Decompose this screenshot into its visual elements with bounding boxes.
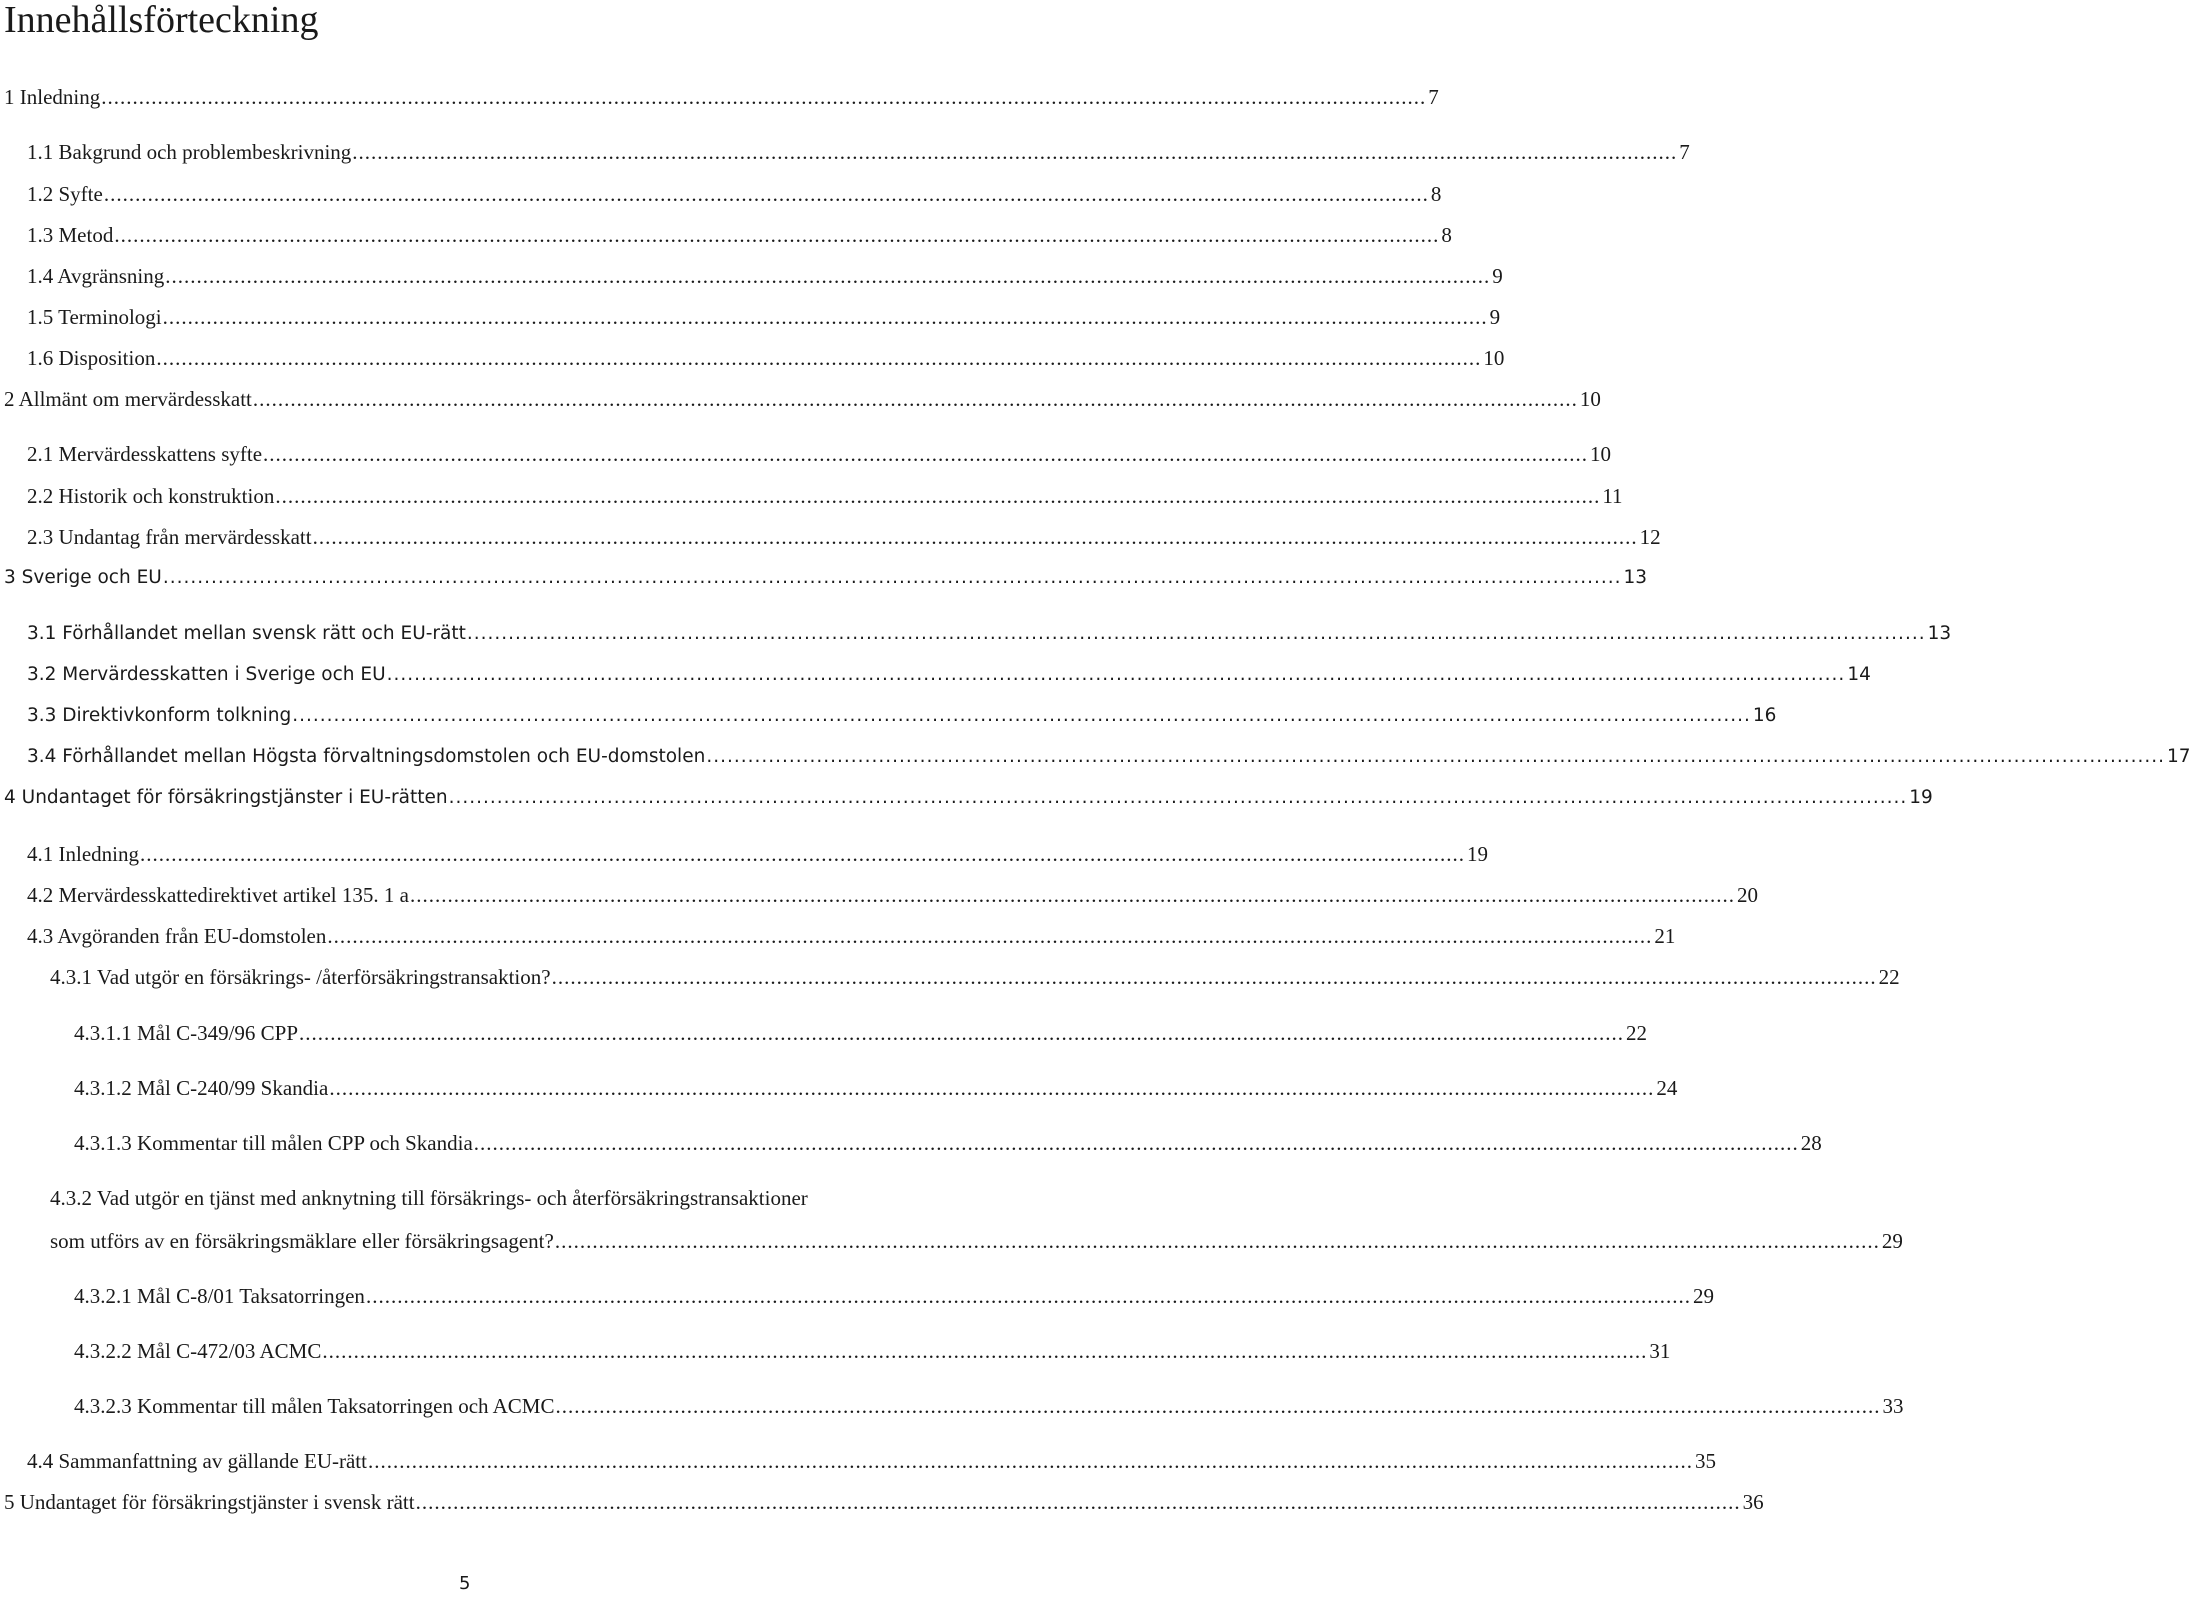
toc-page-number: 7: [1428, 85, 1439, 109]
toc-entry-4-3-2-3[interactable]: [74, 1392, 1904, 1420]
toc-entry-text: 4.2 Mervärdesskattedirektivet artikel 135. 1 a: [27, 883, 409, 907]
toc-entry-text: 2.3 Undantag från mervärdesskatt: [27, 525, 312, 549]
toc-entry-text: 4.3.2.1 Mål C-8/01 Taksatorringen: [74, 1284, 365, 1308]
toc-leader: ....................................................................................................................................................................................................................: [466, 623, 1926, 644]
toc-entry-4-3-1-1[interactable]: [74, 1019, 1648, 1047]
page-number: 5: [459, 1573, 471, 1594]
toc-entry-4-3-2-1[interactable]: [74, 1282, 1714, 1310]
toc-entry-text: 3.1 Förhållandet mellan svensk rätt och EU-rätt: [27, 623, 466, 644]
toc-entry-text: 2.1 Mervärdesskattens syfte: [27, 442, 263, 466]
toc-leader: ....................................................................................................................................................................................................................: [365, 1284, 1691, 1308]
toc-page-number: 12: [1639, 525, 1661, 549]
toc-page-number: 22: [1626, 1021, 1648, 1045]
toc-leader: ....................................................................................................................................................................................................................: [165, 264, 1491, 288]
toc-entry-4-4[interactable]: [27, 1447, 1716, 1475]
toc-entry-text: 4.3.2.2 Mål C-472/03 ACMC: [74, 1339, 322, 1363]
toc-entry-1-1[interactable]: [27, 138, 1690, 166]
toc-entry-text: 4.3.2 Vad utgör en tjänst med anknytning till försäkrings- och återförsäkringstransaktioner: [50, 1186, 808, 1210]
toc-entry-1-5[interactable]: [27, 303, 1501, 331]
toc-page-number: 22: [1878, 965, 1900, 989]
toc-entry-4-3-1-2[interactable]: [74, 1074, 1678, 1102]
toc-entry-text: som utförs av en försäkringsmäklare eller försäkringsagent?: [50, 1229, 554, 1253]
toc-page-number: 24: [1656, 1076, 1678, 1100]
toc-page-number: 33: [1882, 1394, 1904, 1418]
toc-leader: ....................................................................................................................................................................................................................: [352, 140, 1678, 164]
toc-entry-4-2[interactable]: [27, 881, 1758, 909]
toc-page-number: 9: [1489, 305, 1501, 329]
toc-entry-4-3[interactable]: [27, 922, 1676, 950]
toc-leader: ....................................................................................................................................................................................................................: [156, 346, 1482, 370]
toc-entry-text: 4.3.1.1 Mål C-349/96 CPP: [74, 1021, 299, 1045]
toc-entry-4[interactable]: [4, 784, 1933, 812]
toc-leader: ....................................................................................................................................................................................................................: [101, 85, 1427, 109]
toc-entry-1-6[interactable]: [27, 344, 1505, 372]
toc-leader: ....................................................................................................................................................................................................................: [292, 705, 1751, 726]
toc-entry-1-2[interactable]: [27, 180, 1442, 208]
toc-entry-text: 4 Undantaget för försäkringstjänster i EU-rätten: [4, 787, 448, 808]
toc-entry-text: 3 Sverige och EU: [4, 567, 162, 588]
toc-entry-text: 1.2 Syfte: [27, 182, 103, 206]
toc-page-number: 10: [1579, 387, 1601, 411]
toc-page-number: 29: [1881, 1229, 1903, 1253]
toc-leader: ....................................................................................................................................................................................................................: [386, 664, 1846, 685]
toc-page-number: 36: [1742, 1490, 1764, 1514]
toc-page-number: 11: [1602, 484, 1623, 508]
toc-leader: ....................................................................................................................................................................................................................: [555, 1394, 1881, 1418]
toc-page-number: 31: [1649, 1339, 1671, 1363]
toc-entry-text: 1.1 Bakgrund och problembeskrivning: [27, 140, 352, 164]
toc-entry-1-3[interactable]: [27, 221, 1452, 249]
toc-leader: ....................................................................................................................................................................................................................: [299, 1021, 1625, 1045]
toc-page-number: 10: [1483, 346, 1505, 370]
toc-entry-text: 1 Inledning: [4, 85, 101, 109]
toc-entry-text: 1.5 Terminologi: [27, 305, 162, 329]
toc-entry-text: 5 Undantaget för försäkringstjänster i svensk rätt: [4, 1490, 415, 1514]
toc-entry-4-3-2-2[interactable]: [74, 1337, 1671, 1365]
toc-page-number: 8: [1441, 223, 1452, 247]
toc-leader: ....................................................................................................................................................................................................................: [473, 1131, 1799, 1155]
toc-entry-2-3[interactable]: [27, 523, 1661, 551]
toc-entry-text: 1.6 Disposition: [27, 346, 156, 370]
toc-entry-5[interactable]: [4, 1488, 1764, 1516]
toc-leader: ....................................................................................................................................................................................................................: [252, 387, 1578, 411]
toc-leader: ....................................................................................................................................................................................................................: [103, 182, 1429, 206]
toc-entry-text: 4.3 Avgöranden från EU-domstolen: [27, 924, 327, 948]
toc-entry-4-3-1-3[interactable]: [74, 1129, 1822, 1157]
toc-page-number: 14: [1847, 664, 1871, 685]
toc-leader: ....................................................................................................................................................................................................................: [322, 1339, 1648, 1363]
toc-page-number: 13: [1623, 567, 1648, 588]
toc-leader: ....................................................................................................................................................................................................................: [275, 484, 1601, 508]
toc-entry-text: 4.3.2.3 Kommentar till målen Taksatorringen och ACMC: [74, 1394, 555, 1418]
toc-entry-text: 3.3 Direktivkonform tolkning: [27, 705, 292, 726]
toc-page-number: 19: [1466, 842, 1488, 866]
toc-entry-text: 4.3.1.2 Mål C-240/99 Skandia: [74, 1076, 329, 1100]
toc-page-number: 29: [1692, 1284, 1714, 1308]
page-title: Innehållsförteckning: [4, 0, 319, 41]
toc-entry-3-1[interactable]: [27, 620, 1952, 648]
toc-entry-3-3[interactable]: [27, 702, 1777, 730]
toc-page-number: 9: [1492, 264, 1503, 288]
toc-entry-text: 4.3.1.3 Kommentar till målen CPP och Skandia: [74, 1131, 473, 1155]
toc-entry-4-3-1[interactable]: [50, 963, 1900, 991]
toc-leader: ....................................................................................................................................................................................................................: [327, 924, 1653, 948]
toc-leader: ....................................................................................................................................................................................................................: [554, 1229, 1880, 1253]
toc-leader: ....................................................................................................................................................................................................................: [448, 787, 1908, 808]
toc-leader: ....................................................................................................................................................................................................................: [415, 1490, 1741, 1514]
toc-entry-text: 2 Allmänt om mervärdesskatt: [4, 387, 252, 411]
toc-page-number: 35: [1694, 1449, 1716, 1473]
toc-page-number: 20: [1736, 883, 1758, 907]
toc-page-number: 7: [1679, 140, 1690, 164]
toc-entry-1-4[interactable]: [27, 262, 1503, 290]
toc-entry-text: 1.3 Metod: [27, 223, 114, 247]
toc-entry-1[interactable]: [4, 83, 1439, 111]
toc-entry-text: 3.2 Mervärdesskatten i Sverige och EU: [27, 664, 386, 685]
toc-entry-3-2[interactable]: [27, 661, 1871, 689]
toc-entry-text: 4.3.1 Vad utgör en försäkrings- /återförsäkringstransaktion?: [50, 965, 551, 989]
toc-entry-3-4[interactable]: [27, 743, 2191, 771]
toc-page-number: 28: [1800, 1131, 1822, 1155]
toc-entry-text: 3.4 Förhållandet mellan Högsta förvaltningsdomstolen och EU-domstolen: [27, 746, 706, 767]
toc-entry-3[interactable]: [4, 564, 1648, 592]
toc-entry-text: 1.4 Avgränsning: [27, 264, 165, 288]
toc-leader: ....................................................................................................................................................................................................................: [263, 442, 1589, 466]
toc-entry-2-1[interactable]: [27, 440, 1612, 468]
toc-entry-2[interactable]: [4, 385, 1601, 413]
toc-leader: ....................................................................................................................................................................................................................: [162, 305, 1488, 329]
toc-page-number: 21: [1654, 924, 1676, 948]
toc-page-number: 8: [1430, 182, 1442, 206]
toc-page-number: 13: [1927, 623, 1952, 644]
toc-leader: ....................................................................................................................................................................................................................: [114, 223, 1440, 247]
toc-page-number: 10: [1590, 442, 1612, 466]
toc-entry-text: 2.2 Historik och konstruktion: [27, 484, 275, 508]
toc-leader: ....................................................................................................................................................................................................................: [367, 1449, 1693, 1473]
toc-leader: ....................................................................................................................................................................................................................: [706, 746, 2166, 767]
toc-entry-4-3-2[interactable]: [50, 1184, 932, 1212]
toc-leader: ....................................................................................................................................................................................................................: [312, 525, 1638, 549]
toc-leader: ....................................................................................................................................................................................................................: [409, 883, 1735, 907]
toc-entry-4-1[interactable]: [27, 840, 1488, 868]
toc-entry-text: 4.1 Inledning: [27, 842, 139, 866]
toc-page-number: 19: [1909, 787, 1933, 808]
toc-entry-4-3-2-continued[interactable]: [50, 1227, 1903, 1255]
toc-page-number: 17: [2167, 746, 2191, 767]
toc-leader: ....................................................................................................................................................................................................................: [139, 842, 1465, 866]
toc-leader: ....................................................................................................................................................................................................................: [162, 567, 1622, 588]
toc-entry-text: 4.4 Sammanfattning av gällande EU-rätt: [27, 1449, 367, 1473]
toc-entry-2-2[interactable]: [27, 482, 1623, 510]
toc-leader: ....................................................................................................................................................................................................................: [551, 965, 1877, 989]
toc-page-number: 16: [1752, 705, 1777, 726]
toc-leader: ....................................................................................................................................................................................................................: [329, 1076, 1655, 1100]
